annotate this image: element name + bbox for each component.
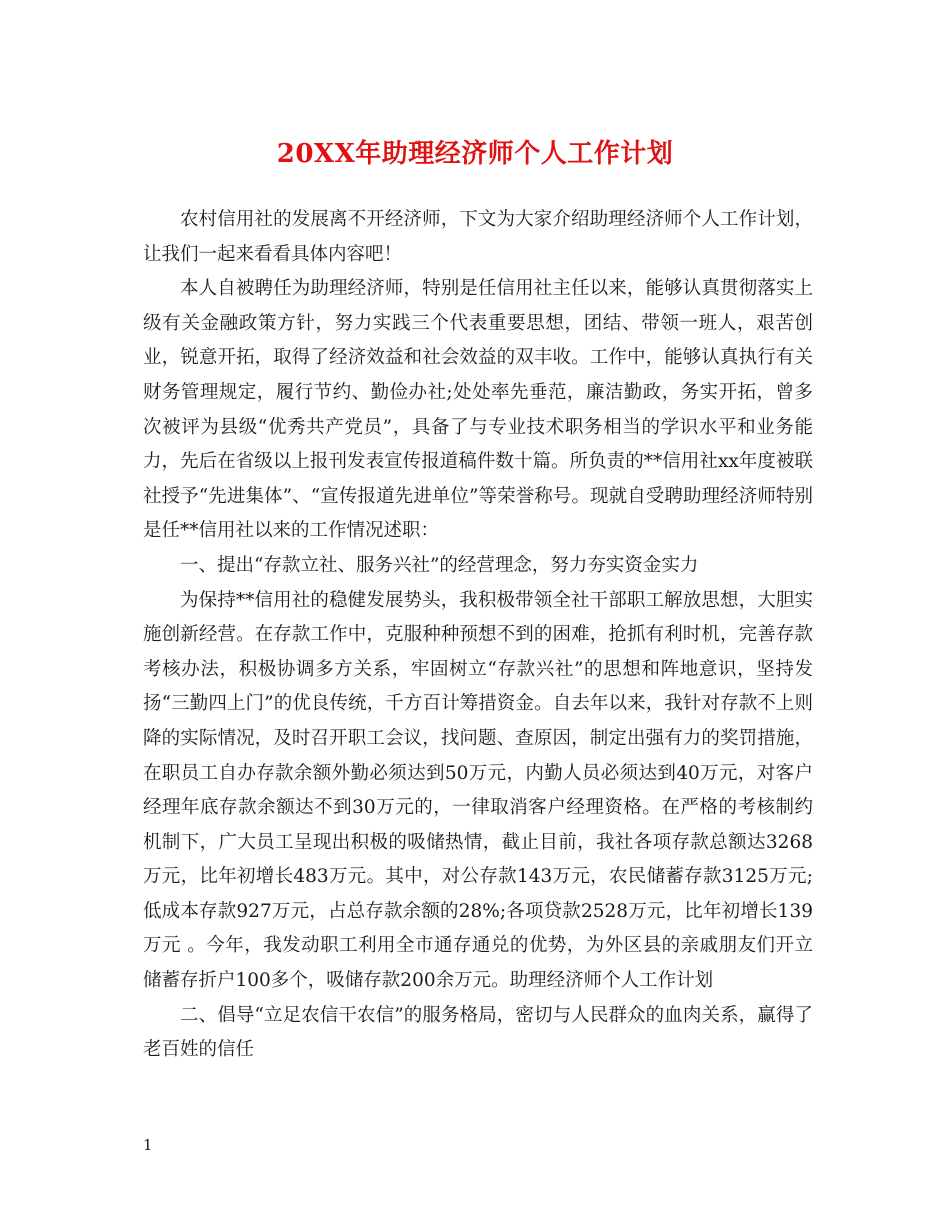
section-heading-2: 二、倡导“立足农信干农信”的服务格局，密切与人民群众的血肉关系，赢得了老百姓的信任: [143, 1004, 813, 1061]
section-heading-1: 一、提出“存款立社、服务兴社”的经营理念，努力夯实资金实力: [180, 554, 699, 576]
paragraph-self-description: 本人自被聘任为助理经济师，特别是任信用社主任以来，能够认真贯彻落实上级有关金融政策方针，努力实践三个代表重要思想，团结、带领一班人，艰苦创业，锐意开拓，取得了经济效益和社会效益的双丰收。工作中，能够认真执行有关财务管理规定，履行节约、勤俭办社;处处率先垂范，廉洁勤政，务实开拓，曾多次被评为县级“优秀共产党员”，具备了与专业技术职务相当的学识水平和业务能力，先后在省级以上报刊发表宣传报道稿件数十篇。所负责的**信用社xx年度被联社授予“先进集体”、“宣传报道先进单位”等荣誉称号。现就自受聘助理经济师特别是任**信用社以来的工作情况述职：: [143, 278, 813, 542]
document-title: 20XX年助理经济师个人工作计划: [276, 139, 674, 169]
page-number: 1: [143, 1136, 153, 1154]
paragraph-deposits: 为保持**信用社的稳健发展势头，我积极带领全社干部职工解放思想，大胆实施创新经营。在存款工作中，克服种种预想不到的困难，抢抓有利时机，完善存款考核办法，积极协调多方关系，牢固树立“存款兴社”的思想和阵地意识，坚持发扬“三勤四上门”的优良传统，千方百计筹措资金。自去年以来，我针对存款不上则降的实际情况，及时召开职工会议，找问题、查原因，制定出强有力的奖罚措施，在职员工自办存款余额外勤必须达到50万元，内勤人员必须达到40万元，对客户经理年底存款余额达不到30万元的，一律取消客户经理资格。在严格的考核制约机制下，广大员工呈现出积极的吸储热情，截止目前，我社各项存款总额达3268万元，比年初增长483万元。其中，对公存款143万元，农民储蓄存款3125万元;低成本存款927万元，占总存款余额的28%;各项贷款2528万元，比年初增长139万元 。今年，我发动职工利用全市通存通兑的优势，为外区县的亲戚朋友们开立储蓄存折户100多个，吸储存款200余万元。助理经济师个人工作计划: [143, 589, 813, 992]
paragraph-intro: 农村信用社的发展离不开经济师，下文为大家介绍助理经济师个人工作计划，让我们一起来看看具体内容吧！: [143, 209, 813, 265]
document-body: [143, 203, 813, 1068]
